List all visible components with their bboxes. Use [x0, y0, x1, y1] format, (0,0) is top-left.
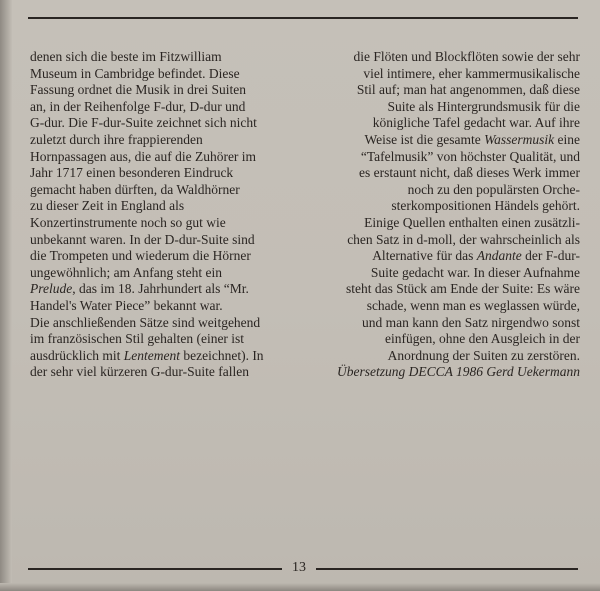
text-line — [318, 198, 580, 215]
text-line — [318, 66, 580, 83]
text-run: viel intimere, eher kammermusikalische — [363, 65, 580, 81]
text-run: Anordnung der Suiten zu zerstören. — [387, 347, 580, 363]
text-run: gemacht haben dürften, da Waldhörner — [30, 181, 240, 197]
text-run: Einige Quellen enthalten einen zusätzli- — [364, 214, 580, 230]
text-line — [318, 232, 580, 249]
text-line — [318, 298, 580, 315]
text-run: es erstaunt nicht, daß dieses Werk immer — [359, 165, 580, 181]
text-line — [318, 281, 580, 298]
text-line — [318, 215, 580, 232]
text-run: Die anschließenden Sätze sind weitgehend — [30, 314, 261, 330]
text-run: , das im 18. Jahrhundert als “Mr. — [72, 281, 249, 297]
text-line — [318, 315, 580, 332]
text-run: zu dieser Zeit in England als — [30, 198, 185, 214]
italic-text: Andante — [476, 248, 522, 264]
page-number: 13 — [292, 560, 306, 575]
text-line — [30, 66, 298, 83]
text-line — [30, 232, 298, 249]
text-line — [30, 149, 298, 166]
text-line — [30, 49, 298, 66]
text-run: G-dur. Die F-dur-Suite zeichnet sich nicht — [30, 115, 257, 131]
text-line — [318, 348, 580, 365]
right-text-column — [318, 49, 580, 381]
text-run: Jahr 1717 einen besonderen Eindruck — [30, 165, 234, 181]
text-line — [30, 215, 298, 232]
text-run: Weise ist die gesamte — [364, 131, 485, 147]
text-run: Fassung ordnet die Musik in drei Suiten — [30, 82, 246, 98]
text-line — [318, 99, 580, 116]
text-run: königliche Tafel gedacht war. Auf ihre — [372, 115, 580, 131]
text-line — [30, 315, 298, 332]
text-run: Suite als Hintergrundsmusik für die — [387, 98, 580, 114]
italic-text: Übersetzung DECCA 1986 Gerd Uekermann — [337, 364, 580, 380]
text-run: chen Satz in d-moll, der wahrscheinlich als — [347, 231, 580, 247]
text-run: noch zu den populärsten Orche- — [407, 181, 580, 197]
text-line — [318, 82, 580, 99]
text-line — [30, 298, 298, 315]
italic-text: Lentement — [123, 347, 180, 363]
text-run: ausdrücklich mit — [30, 347, 124, 363]
text-line — [30, 331, 298, 348]
text-line — [30, 198, 298, 215]
top-rule — [28, 17, 578, 19]
text-run: bezeichnet). In — [179, 347, 264, 363]
bottom-rule-right — [316, 568, 578, 570]
text-run: im französischen Stil gehalten (einer ist — [30, 331, 245, 347]
text-line — [30, 165, 298, 182]
text-line — [30, 132, 298, 149]
text-run: der sehr viel kürzeren G-dur-Suite fallen — [30, 364, 250, 380]
text-run: ungewöhnlich; am Anfang steht ein — [30, 264, 222, 280]
text-line — [30, 115, 298, 132]
text-line — [318, 182, 580, 199]
italic-text: Wassermusik — [484, 131, 555, 147]
text-run: eine — [554, 131, 580, 147]
text-run: einfügen, ohne den Ausgleich in der — [385, 331, 580, 347]
text-run: Museum in Cambridge befindet. Diese — [30, 65, 240, 81]
text-line — [318, 49, 580, 66]
text-line — [318, 331, 580, 348]
text-run: und man kann den Satz nirgendwo sonst — [362, 314, 580, 330]
text-run: Hornpassagen aus, die auf die Zuhörer im — [30, 148, 257, 164]
text-line — [30, 82, 298, 99]
text-run: Stil auf; man hat angenommen, daß diese — [356, 82, 580, 98]
text-run: Konzertinstrumente noch so gut wie — [30, 214, 226, 230]
page-bottom-shadow — [0, 583, 600, 591]
text-line — [30, 281, 298, 298]
text-run: die Flöten und Blockflöten sowie der sehr — [353, 49, 580, 64]
left-text-column — [30, 49, 298, 381]
text-line — [30, 348, 298, 365]
text-line — [30, 265, 298, 282]
text-line — [30, 182, 298, 199]
text-line — [30, 364, 298, 381]
text-line — [30, 248, 298, 265]
text-run: Handel's Water Piece” bekannt war. — [30, 297, 223, 313]
text-line — [318, 115, 580, 132]
text-run: die Trompeten und wiederum die Hörner — [30, 248, 251, 264]
text-run: Alternative für das — [372, 248, 477, 264]
text-run: zuletzt durch ihre frappierenden — [30, 131, 203, 147]
text-run: der F-dur- — [521, 248, 580, 264]
italic-text: Prelude — [30, 281, 73, 297]
text-run: unbekannt waren. In der D-dur-Suite sind — [30, 231, 255, 247]
text-line — [318, 165, 580, 182]
text-run: schade, wenn man es weglassen würde, — [366, 297, 580, 313]
text-run: denen sich die beste im Fitzwilliam — [30, 49, 222, 64]
text-line — [318, 265, 580, 282]
text-run: “Tafelmusik” von höchster Qualität, und — [360, 148, 580, 164]
text-line — [318, 364, 580, 381]
text-line — [30, 99, 298, 116]
text-run: steht das Stück am Ende der Suite: Es wäre — [346, 281, 580, 297]
text-run: Suite gedacht war. In dieser Aufnahme — [370, 264, 580, 280]
text-run: an, in der Reihenfolge F-dur, D-dur und — [30, 98, 246, 114]
page-binding-shadow — [0, 0, 12, 591]
bottom-rule-left — [28, 568, 282, 570]
text-run: sterkompositionen Händels gehört. — [391, 198, 580, 214]
text-line — [318, 132, 580, 149]
text-line — [318, 248, 580, 265]
text-line — [318, 149, 580, 166]
